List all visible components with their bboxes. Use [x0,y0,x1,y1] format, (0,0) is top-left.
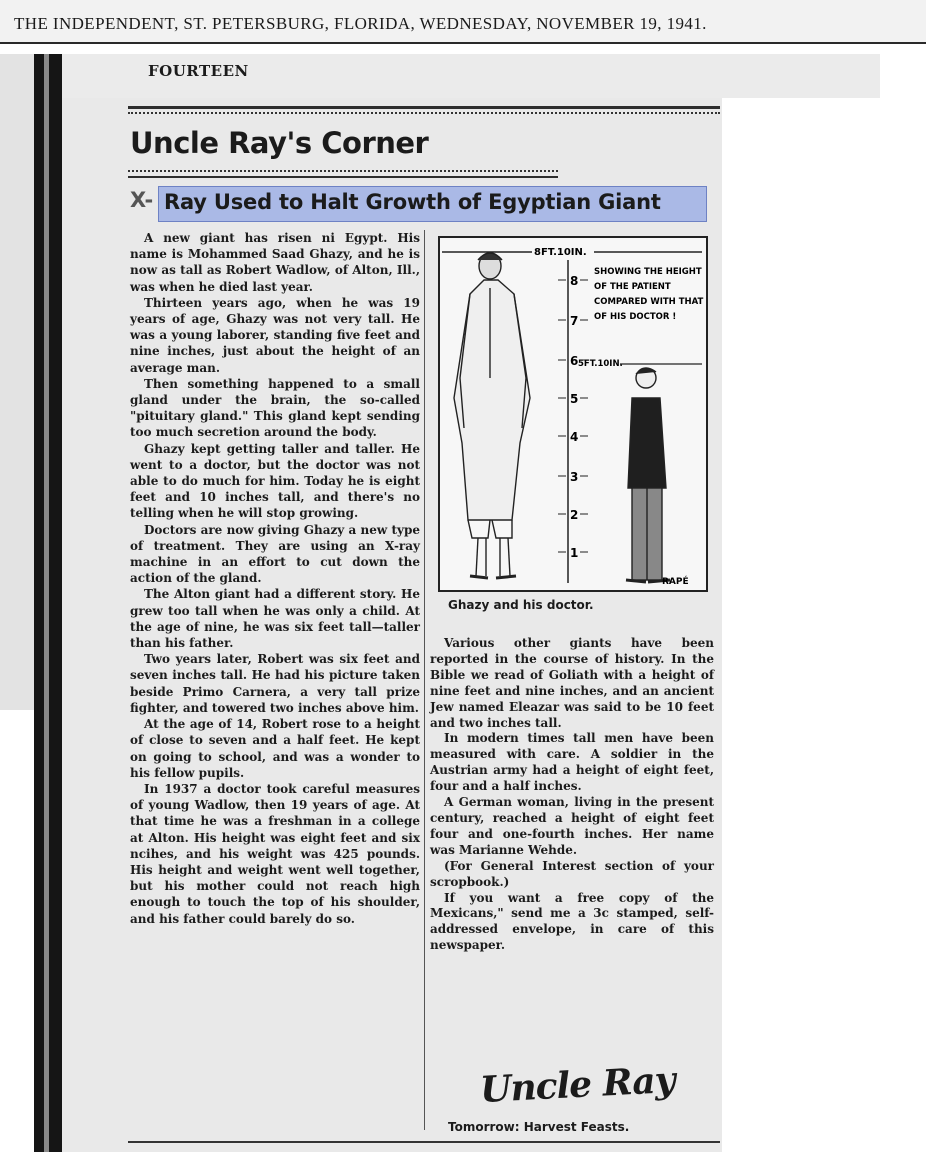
paragraph: (For General Interest section of your scropbook.) [430,858,714,889]
paragraph: In modern times tall men have been measured with care. A soldier in the Austrian army had a height of eight feet, four and a half inches. [430,731,714,794]
tomorrow-teaser: Tomorrow: Harvest Feasts. [448,1120,630,1134]
scale-label: 5 [570,392,579,406]
uncle-ray-signature: Uncle Ray [479,1058,676,1112]
bottom-rule [128,1141,720,1143]
scale-label: 8 [570,274,579,288]
paragraph: At the age of 14, Robert rose to a height of close to seven and a half feet. He kept on going to school, and was a wonder to his fellow pupils. [130,717,420,780]
scale-label: 4 [570,430,579,444]
paragraph: Ghazy kept getting taller and taller. He went to a doctor, but the doctor was not able to do much for him. Today he is eight feet and 10 inches tall, and there's no telling when he will stop growing. [130,441,420,521]
scale-label: 2 [570,508,579,522]
article [120,98,720,1152]
headline-prefix: X- [130,188,154,212]
giant-figure [454,253,530,578]
top-height-label: 8FT.10IN. [534,247,587,258]
scale-label: 1 [570,546,579,560]
height-comparison-drawing [440,238,706,590]
page-gutter-line [44,54,49,1152]
illustration-caption: Ghazy and his doctor. [448,598,594,612]
paragraph: The Alton giant had a different story. He grew too tall when he was only a child. At the age of nine, he was six feet tall—taller than his father. [130,587,420,651]
column-title: Uncle Ray's Corner [130,126,429,160]
paragraph: A new giant has risen ni Egypt. His name is Mohammed Saad Ghazy, and he is now as tall as Robert Wadlow, of Alton, Ill., was when he died last year. [130,231,420,294]
masthead-text: THE INDEPENDENT, ST. PETERSBURG, FLORIDA, WEDNESDAY, NOVEMBER 19, 1941. [14,14,707,33]
page-number-label: FOURTEEN [148,62,249,80]
top-rule [128,106,720,109]
note-line: OF THE PATIENT [594,282,671,292]
note-line: SHOWING THE HEIGHT [594,267,702,277]
scale-label: 6 [570,354,579,368]
paragraph: Doctors are now giving Ghazy a new type of treatment. They are using an X-ray machine in an effort to cut down the action of the gland. [130,522,420,586]
note-line: COMPARED WITH THAT [594,297,704,307]
illustration-giant-and-doctor [438,236,708,592]
paragraph: Then something happened to a small gland under the brain, the so-called "pituitary gland." This gland kept sending too much secretion around the body. [130,376,420,440]
column-divider [424,230,425,1130]
paragraph: Thirteen years ago, when he was 19 years of age, Ghazy was not very tall. He was a young laborer, standing five feet and nine inches, just about the height of an average man. [130,295,420,375]
scale-label: 7 [570,314,579,328]
newspaper-masthead [0,0,926,44]
previous-page-edge [0,54,34,710]
scale-label: 3 [570,470,579,484]
doctor-height-label: 5FT.10IN. [578,359,623,369]
note-line: OF HIS DOCTOR ! [594,312,677,322]
top-dotted-rule [128,112,720,116]
paragraph: A German woman, living in the present century, reached a height of eight feet four and one-fourth inches. Her name was Marianne Wehde. [430,795,714,857]
headline[interactable]: Ray Used to Halt Growth of Egyptian Giant [164,190,661,214]
article-column-right [430,636,714,954]
artist-signature: RAPÉ [662,577,689,587]
paragraph: If you want a free copy of the Mexicans," send me a 3c stamped, self-addressed envelope, in care of this newspaper. [430,890,714,953]
paragraph: Two years later, Robert was six feet and seven inches tall. He had his picture taken beside Primo Carnera, a very tall prize fighter, and towered two inches above him. [130,652,420,715]
blank-margin [722,98,926,1152]
article-column-left [130,230,420,927]
doctor-figure [626,368,670,582]
paragraph: Various other giants have been reported in the course of history. In the Bible we read of Goliath with a height of nine feet and nine inches, and an ancient Jew named Eleazar was said to be 10 feet and two inches tall. [430,636,714,730]
title-rule [128,176,558,178]
title-dotted-rule [128,170,558,174]
paragraph: In 1937 a doctor took careful measures of young Wadlow, then 19 years of age. At that time he was a freshman in a college at Alton. His height was eight feet and six ncihes, and his weight was 425 pounds. His height and weight went well together, but his mother could not reach high enough to touch the top of his shoulder, and his father could barely do so. [130,781,420,926]
